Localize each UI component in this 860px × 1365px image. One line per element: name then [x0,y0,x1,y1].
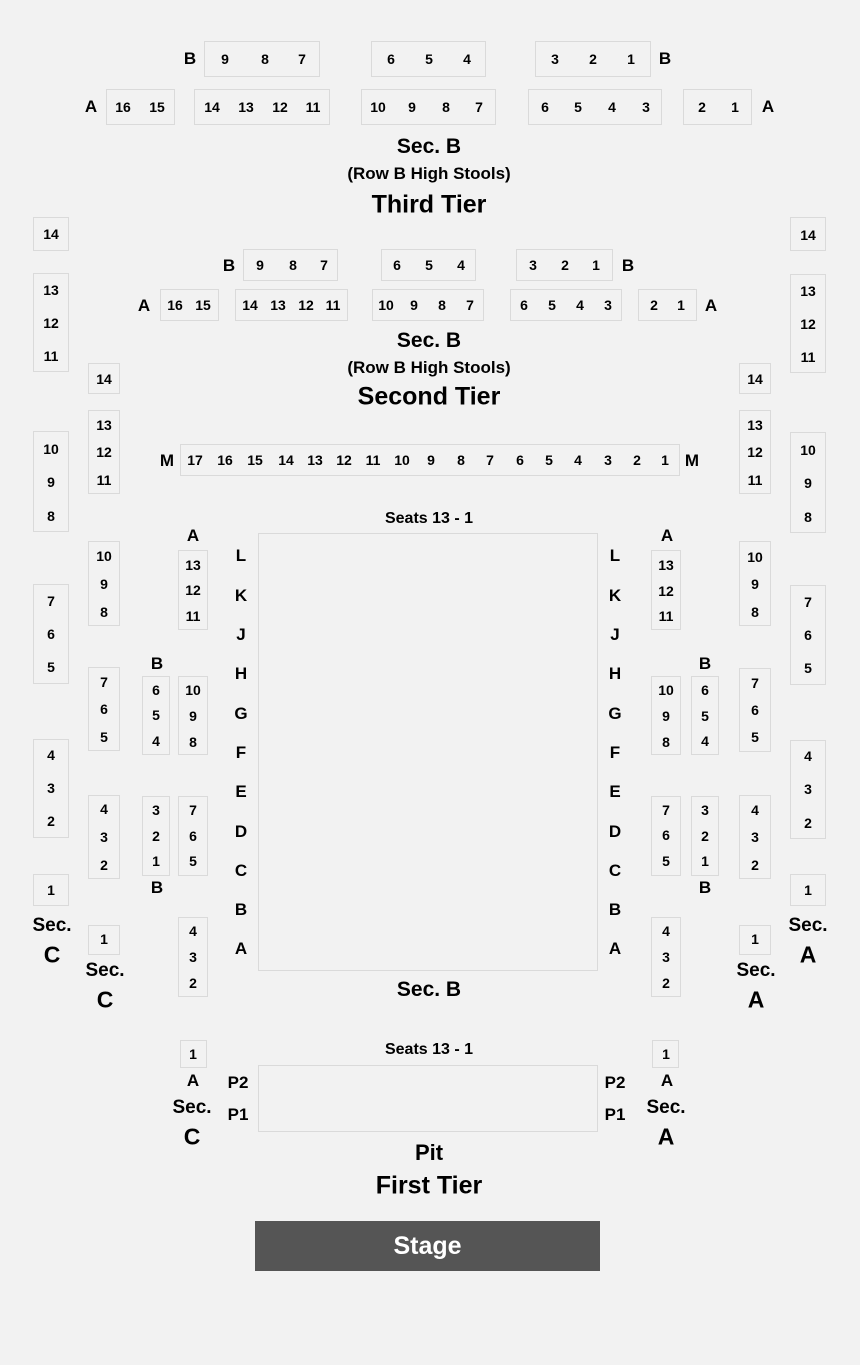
row-label-a: A [186,1071,200,1090]
seat[interactable]: 4 [189,923,197,939]
seat[interactable]: 2 [47,813,55,829]
seat[interactable]: 13 [185,557,201,573]
seat[interactable]: 4 [100,801,108,817]
seat[interactable]: 6 [387,51,395,67]
seat[interactable]: 1 [731,99,739,115]
seat[interactable]: 4 [47,747,55,763]
seat[interactable]: 15 [195,297,211,313]
seat[interactable]: 13 [270,297,286,313]
seat[interactable]: 5 [425,51,433,67]
seat[interactable]: 9 [408,99,416,115]
row-letter: K [234,586,248,605]
row-letter: A [608,939,622,958]
tier-title: Third Tier [371,190,487,219]
row-label-m: M [159,451,175,470]
seat[interactable]: 4 [574,452,582,468]
section-label-c: C [183,1123,201,1150]
seat[interactable]: 2 [100,857,108,873]
seat[interactable]: 6 [520,297,528,313]
section-label-c: C [43,941,61,968]
row-letter: C [608,861,622,880]
seat[interactable]: 4 [701,733,709,749]
row-letter: L [235,546,247,565]
seat[interactable]: 2 [662,975,670,991]
seat[interactable]: 12 [658,583,674,599]
seat[interactable]: 9 [221,51,229,67]
seat[interactable]: 13 [96,417,112,433]
row-label-a: A [660,526,674,545]
seat[interactable]: 12 [43,315,59,331]
seat[interactable]: 10 [185,682,201,698]
row-letter: P1 [604,1105,626,1124]
section-label: Sec. B [396,135,462,158]
seat[interactable]: 5 [751,729,759,745]
seat[interactable]: 1 [47,882,55,898]
seat[interactable]: 14 [747,371,763,387]
section-label: Sec. B [396,329,462,352]
seat[interactable]: 6 [189,828,197,844]
seat[interactable]: 4 [751,802,759,818]
row-letter: J [236,625,246,644]
seat[interactable]: 15 [247,452,263,468]
seat[interactable]: 5 [189,853,197,869]
seat[interactable]: 5 [545,452,553,468]
seat[interactable]: 14 [800,227,816,243]
seat[interactable]: 2 [751,857,759,873]
row-letter: F [235,743,247,762]
row-label-a: A [84,97,98,116]
seat[interactable]: 1 [100,931,108,947]
seat[interactable]: 6 [516,452,524,468]
seat[interactable]: 12 [336,452,352,468]
seat[interactable]: 14 [204,99,220,115]
seat[interactable]: 3 [189,949,197,965]
section-label-c: Sec. [85,960,125,981]
row-letter: D [234,822,248,841]
seat[interactable]: 7 [298,51,306,67]
seat[interactable]: 1 [804,882,812,898]
seat[interactable]: 10 [43,441,59,457]
seat[interactable]: 10 [747,549,763,565]
seat[interactable]: 8 [47,508,55,524]
seat[interactable]: 8 [751,604,759,620]
seat[interactable]: 10 [378,297,394,313]
seat[interactable]: 9 [100,576,108,592]
seat[interactable]: 13 [307,452,323,468]
seat[interactable]: 3 [751,829,759,845]
seat[interactable]: 12 [800,316,816,332]
row-letter: P2 [604,1073,626,1092]
seat[interactable]: 2 [633,452,641,468]
section-label-a: A [799,941,817,968]
section-note: (Row B High Stools) [347,358,511,377]
seat[interactable]: 7 [475,99,483,115]
seat[interactable]: 2 [804,815,812,831]
orchestra-block[interactable] [258,533,598,971]
seat[interactable]: 1 [189,1046,197,1062]
seat[interactable]: 10 [96,548,112,564]
seat[interactable]: 5 [662,853,670,869]
row-letter: G [608,704,622,723]
seat[interactable]: 8 [662,734,670,750]
seat[interactable]: 4 [463,51,471,67]
seat[interactable]: 2 [189,975,197,991]
seat[interactable]: 8 [100,604,108,620]
seat[interactable]: 3 [604,297,612,313]
seat[interactable]: 5 [701,708,709,724]
seat[interactable]: 12 [272,99,288,115]
section-label: Sec. B [396,978,462,1001]
seat[interactable]: 11 [305,99,321,115]
row-letter: E [235,782,247,801]
section-label-a: Sec. [646,1097,686,1118]
row-letter: B [234,900,248,919]
seat[interactable]: 10 [800,442,816,458]
seat[interactable]: 3 [804,781,812,797]
seat[interactable]: 14 [96,371,112,387]
row-label-a: A [186,526,200,545]
seat[interactable]: 12 [298,297,314,313]
seat[interactable]: 3 [551,51,559,67]
seat[interactable]: 10 [658,682,674,698]
seat[interactable]: 14 [43,226,59,242]
seat[interactable]: 6 [662,827,670,843]
row-letter: B [608,900,622,919]
seat[interactable]: 6 [804,627,812,643]
section-label-c: C [96,986,114,1013]
row-letter: H [608,664,622,683]
tier-title: First Tier [375,1171,483,1200]
seat[interactable]: 12 [96,444,112,460]
seat[interactable]: 7 [662,802,670,818]
seat[interactable]: 9 [804,475,812,491]
pit-label: Pit [414,1140,444,1165]
row-label-a: A [660,1071,674,1090]
seat[interactable]: 3 [152,802,160,818]
seat[interactable]: 12 [747,444,763,460]
row-label-b: B [698,654,712,673]
seat[interactable]: 11 [325,297,341,313]
seat[interactable]: 8 [189,734,197,750]
seat-group [683,89,752,125]
seat[interactable]: 3 [662,949,670,965]
seat[interactable]: 7 [804,594,812,610]
row-letter: A [234,939,248,958]
seat[interactable]: 9 [427,452,435,468]
seat[interactable]: 13 [800,283,816,299]
seat[interactable]: 3 [100,829,108,845]
seat[interactable]: 16 [115,99,131,115]
seat[interactable]: 8 [457,452,465,468]
seat[interactable]: 9 [47,474,55,490]
seat[interactable]: 16 [217,452,233,468]
section-label-a: Sec. [788,915,828,936]
seat[interactable]: 7 [320,257,328,273]
seat[interactable]: 11 [185,608,201,624]
section-label-a: Sec. [736,960,776,981]
seat[interactable]: 6 [751,702,759,718]
seat[interactable]: 8 [261,51,269,67]
seat[interactable]: 5 [574,99,582,115]
seat[interactable]: 4 [576,297,584,313]
seat[interactable]: 7 [100,674,108,690]
row-label-b: B [222,256,236,275]
seat[interactable]: 5 [804,660,812,676]
seat[interactable]: 11 [96,472,112,488]
seat[interactable]: 2 [650,297,658,313]
seat[interactable]: 1 [627,51,635,67]
row-letter: P1 [227,1105,249,1124]
seat[interactable]: 1 [152,853,160,869]
section-label-c: Sec. [32,915,72,936]
tier-title: Second Tier [357,382,501,411]
seat[interactable]: 6 [47,626,55,642]
seat[interactable]: 6 [541,99,549,115]
seat[interactable]: 8 [442,99,450,115]
row-label-a: A [704,296,718,315]
row-letter: F [609,743,621,762]
seat[interactable]: 9 [751,576,759,592]
seat[interactable]: 7 [751,675,759,691]
seat[interactable]: 4 [662,923,670,939]
seat[interactable]: 10 [394,452,410,468]
row-letter: E [609,782,621,801]
row-label-b: B [183,49,197,68]
seat[interactable]: 5 [47,659,55,675]
pit-block[interactable] [258,1065,598,1132]
seat[interactable]: 7 [189,802,197,818]
seat[interactable]: 6 [393,257,401,273]
row-letter: C [234,861,248,880]
seat[interactable]: 9 [256,257,264,273]
row-letter: D [608,822,622,841]
row-label-b: B [150,878,164,897]
seat[interactable]: 4 [804,748,812,764]
seat[interactable]: 11 [658,608,674,624]
row-letter: H [234,664,248,683]
seat[interactable]: 7 [466,297,474,313]
seat[interactable]: 8 [289,257,297,273]
row-letter: P2 [227,1073,249,1092]
seat[interactable]: 1 [662,1046,670,1062]
row-label-a: A [137,296,151,315]
seat[interactable]: 3 [701,802,709,818]
row-letter: K [608,586,622,605]
seat[interactable]: 2 [561,257,569,273]
seat[interactable]: 13 [747,417,763,433]
seat[interactable]: 2 [152,828,160,844]
seat[interactable]: 4 [152,733,160,749]
seat[interactable]: 15 [149,99,165,115]
seat[interactable]: 7 [486,452,494,468]
seat[interactable]: 6 [100,701,108,717]
row-label-b: B [621,256,635,275]
seat[interactable]: 17 [187,452,203,468]
seat[interactable]: 11 [43,348,59,364]
seat[interactable]: 9 [662,708,670,724]
seats-caption: Seats 13 - 1 [384,510,474,527]
section-label-a: A [747,986,765,1013]
section-note: (Row B High Stools) [347,164,511,183]
seat[interactable]: 3 [604,452,612,468]
seat[interactable]: 5 [100,729,108,745]
seat[interactable]: 10 [370,99,386,115]
seat[interactable]: 6 [152,682,160,698]
seat[interactable]: 1 [701,853,709,869]
seat[interactable]: 5 [425,257,433,273]
seat[interactable]: 13 [238,99,254,115]
row-label-b: B [150,654,164,673]
seat[interactable]: 7 [47,593,55,609]
seat[interactable]: 8 [438,297,446,313]
row-label-b: B [698,878,712,897]
seat[interactable]: 6 [701,682,709,698]
stage [255,1221,600,1271]
seat[interactable]: 11 [365,452,381,468]
seat[interactable]: 1 [661,452,669,468]
seat[interactable]: 11 [747,472,763,488]
section-label-c: Sec. [172,1097,212,1118]
seat[interactable]: 5 [548,297,556,313]
seat[interactable]: 2 [698,99,706,115]
seat[interactable]: 14 [278,452,294,468]
seat[interactable]: 12 [185,582,201,598]
seat[interactable]: 13 [43,282,59,298]
row-label-b: B [658,49,672,68]
seat[interactable]: 1 [592,257,600,273]
seat[interactable]: 4 [608,99,616,115]
seat[interactable]: 3 [642,99,650,115]
seat[interactable]: 1 [751,931,759,947]
row-letter: L [609,546,621,565]
seat[interactable]: 3 [47,780,55,796]
section-label-a: A [657,1123,675,1150]
seat[interactable]: 3 [529,257,537,273]
seat[interactable]: 14 [242,297,258,313]
row-label-m: M [684,451,700,470]
seat[interactable]: 2 [589,51,597,67]
seat[interactable]: 8 [804,509,812,525]
pit-seats-caption: Seats 13 - 1 [384,1041,474,1058]
seat-group [638,289,697,321]
seat[interactable]: 13 [658,557,674,573]
seat[interactable]: 2 [701,828,709,844]
seat[interactable]: 4 [457,257,465,273]
seat[interactable]: 9 [189,708,197,724]
seat[interactable]: 1 [677,297,685,313]
row-label-a: A [761,97,775,116]
row-letter: J [610,625,620,644]
stage-label: Stage [393,1231,462,1260]
seat[interactable]: 5 [152,707,160,723]
seat[interactable]: 11 [800,349,816,365]
row-letter: G [234,704,248,723]
seat[interactable]: 16 [167,297,183,313]
seat[interactable]: 9 [410,297,418,313]
